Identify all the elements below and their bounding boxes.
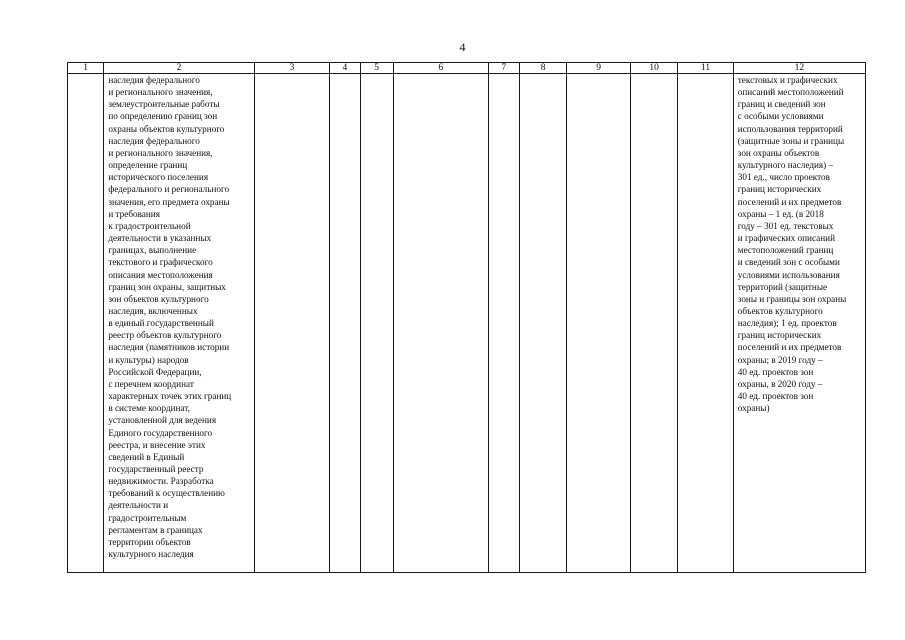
cell-col-3 [254,74,330,573]
column-header-7: 7 [488,63,519,74]
cell-col-7 [488,74,519,573]
cell-col-8 [519,74,566,573]
column-header-1: 1 [68,63,104,74]
cell-col-10 [630,74,677,573]
column-header-3: 3 [254,63,330,74]
cell-col-12 [733,74,865,573]
header-row [68,63,866,74]
column-header-5: 5 [360,63,393,74]
cell-col-1 [68,74,104,573]
column-header-11: 11 [678,63,733,74]
column-header-10: 10 [630,63,677,74]
cell-col-5 [360,74,393,573]
column-header-4: 4 [330,63,360,74]
cell-col-2 [104,74,254,573]
activity-description: наследия федерального и регионального значения, землеустроительные работы по определению границ зон охраны объектов культурного наследия федерального и регионального значения, определение границ исторического поселения федерального и регионального значения, его предмета охраны и требования к градостроительной деятельности в указанных границах, выполнение текстового и графического описания местоположения границ зон охраны, защитных зон объектов культурного наследия, включенных в единый государственный реестр объектов культурного наследия (памятников истории и культуры) народов Российской Федерации, с перечнем координат характерных точек этих границ в системе координат, установленной для ведения Единого государственного реестра, и внесение этих сведений в Единый государственный реестр недвижимости. Разработка требований к осуществлению деятельности и градостроительным регламентам в границах территории объектов культурного наследия [108,75,232,560]
column-header-12: 12 [733,63,865,74]
indicator-description: текстовых и графических описаний местоположений границ и сведений зон с особыми условиями использования территорий (защитные зоны и границы зон охраны объектов культурного наследия) – 301 ед., число проектов границ исторических поселений и их предметов охраны – 1 ед. (в 2018 году – 301 ед. текстовых и графических описаний местоположений границ и сведений зон с особыми условиями использования территорий (защитные зоны и границы зон охраны объектов культурного наследия); 1 ед. проектов границ исторических поселений и их предметов охраны; в 2019 году – 40 ед. проектов зон охраны, в 2020 году – 40 ед. проектов зон охраны) [737,75,847,414]
cell-col-9 [567,74,631,573]
cell-col-11 [678,74,733,573]
column-header-6: 6 [393,63,488,74]
column-header-2: 2 [104,63,254,74]
column-header-9: 9 [567,63,631,74]
page-number: 4 [459,40,466,54]
cell-col-4 [330,74,360,573]
program-table [67,62,866,573]
table-row [68,74,866,573]
column-header-8: 8 [519,63,566,74]
cell-col-6 [393,74,488,573]
